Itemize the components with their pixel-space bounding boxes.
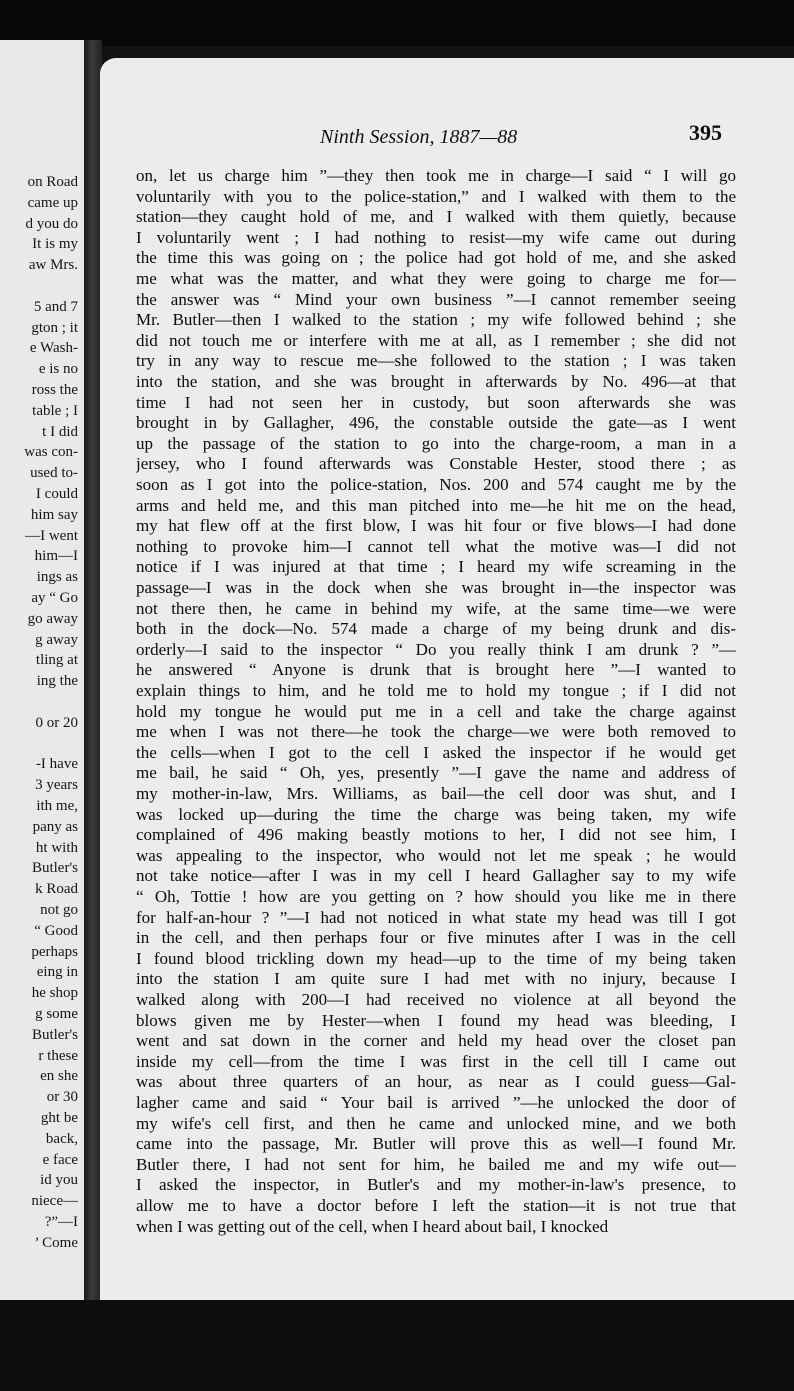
left-page-line: Butler's: [31, 1026, 78, 1043]
text-line: voluntarily with you to the police-station,” and I walked with them to the: [136, 186, 736, 206]
text-line: passage—I was in the dock when she was brought in—the inspector was: [136, 578, 736, 597]
left-page-line: tling at: [35, 652, 78, 669]
text-line: I asked the inspector, in Butler's and my mother-in-law's presence, to: [136, 1175, 736, 1195]
left-page-line: came up: [27, 194, 78, 211]
left-page-line: 0 or 20: [35, 714, 78, 731]
text-line: explain things to him, and he told me to hold my tongue ; if I did not: [136, 681, 736, 700]
text-line: me when I was not there—he took the charge—we were both removed to: [136, 722, 736, 742]
text-line: jersey, who I found afterwards was Constable Hester, stood there ; as: [136, 454, 736, 474]
left-page-line: him say: [30, 506, 78, 523]
text-line: blows given me by Hester—when I found my head was bleeding, I: [136, 1010, 736, 1030]
left-page-line: Butler's: [31, 860, 78, 877]
text-line: time I had not seen her in custody, but soon afterwards she was: [136, 392, 736, 412]
scanner-bottom-edge: [0, 1300, 794, 1391]
left-page-line: t I did: [42, 423, 78, 440]
scanner-top-edge: [0, 0, 794, 46]
text-line: my hat flew off at the first blow, I was hit four or five blows—I had done: [136, 516, 736, 536]
text-line: was about three quarters of an hour, as near as I could guess—Gal-: [136, 1072, 736, 1092]
text-line: for half-an-hour ? ”—I had not noticed in what state my head was till I got: [136, 907, 736, 927]
left-page-line: pany as: [32, 818, 78, 835]
left-page-line: niece—: [31, 1193, 78, 1210]
text-line: walked along with 200—I had received no violence at all beyond the: [136, 990, 736, 1009]
running-title: Ninth Session, 1887—88: [320, 126, 518, 148]
text-line: brought in by Gallagher, 496, the constable outside the gate—as I went: [136, 413, 736, 433]
left-page-line: It is my: [32, 236, 78, 253]
text-line: Butler there, I had not sent for him, he bailed me and my wife out—: [136, 1154, 736, 1174]
left-page-line: ay “ Go: [31, 590, 78, 606]
text-line: “ Oh, Tottie ! how are you getting on ? how should you like me in there: [136, 887, 736, 906]
text-line: arms and held me, and this man pitched into me—he hit me on the head,: [136, 495, 736, 515]
text-line: when I was getting out of the cell, when I heard about bail, I knocked: [136, 1216, 609, 1236]
left-page-line: ing the: [36, 673, 78, 690]
text-line: in the cell, and then perhaps four or five minutes after I was in the cell: [136, 928, 736, 948]
left-page-line: ings as: [36, 569, 78, 586]
text-line: Mr. Butler—then I walked to the station ; my wife followed behind ; she: [136, 310, 736, 330]
left-page-line: or 30: [46, 1089, 78, 1106]
left-page-line: I could: [35, 486, 78, 502]
left-page-line: k Road: [35, 881, 78, 898]
left-page-line: en she: [40, 1068, 78, 1085]
text-line: was appealing to the inspector, who would not let me speak ; he would: [136, 845, 736, 865]
text-line: my wife's cell first, and then he came and unlocked mine, and we both: [136, 1113, 736, 1133]
left-page-line: ross the: [31, 382, 78, 398]
text-line: station—they caught hold of me, and I walked with them quietly, because: [136, 207, 736, 227]
left-page-line: table ; I: [32, 402, 78, 419]
text-line: was locked up—during the time the charge was being taken, my wife: [136, 804, 736, 824]
left-page-line: “ Good: [34, 922, 78, 939]
text-line: soon as I got into the police-station, Nos. 200 and 574 caught me by the: [136, 475, 736, 494]
page-number: 395: [689, 120, 722, 145]
text-line: both in the dock—No. 574 made a charge of my being drunk and dis-: [136, 619, 736, 639]
text-line: not take notice—after I was in my cell I heard Gallagher say to my wife: [136, 866, 736, 886]
left-page-fragment: [0, 40, 86, 1300]
text-line: nothing to provoke him—I cannot tell what the motive was—I did not: [136, 536, 736, 556]
left-page-line: ?”—I: [44, 1214, 78, 1230]
left-page-line: —I went: [25, 527, 78, 544]
text-line: lagher came and said “ Your bail is arrived ”—he unlocked the door of: [136, 1093, 736, 1112]
text-line: went and sat down in the corner and held my head over the closet pan: [136, 1031, 736, 1051]
left-page-line: ith me,: [36, 798, 78, 814]
text-line: on, let us charge him ”—they then took me in charge—I said “ I will go: [136, 166, 736, 185]
left-page-line: ’ Come: [34, 1234, 78, 1251]
left-page-line: eing in: [36, 964, 78, 981]
text-line: me bail, he said “ Oh, yes, presently ”—I gave the name and address of: [136, 763, 736, 783]
left-page-line: not go: [40, 902, 78, 918]
left-page-line: d you do: [25, 215, 78, 232]
left-page-line: gton ; it: [31, 319, 78, 336]
text-line: came into the passage, Mr. Butler will prove this as well—I found Mr.: [136, 1134, 736, 1154]
left-page-line: ght be: [40, 1110, 78, 1126]
text-line: I voluntarily went ; I had nothing to resist—my wife came out during: [136, 227, 736, 247]
text-line: he answered “ Anyone is drunk that is brought here ”—I wanted to: [136, 660, 736, 680]
left-page-line: e face: [42, 1151, 78, 1168]
left-page-line: g away: [35, 631, 78, 648]
left-page-line: ht with: [35, 839, 78, 856]
left-page-line: back,: [45, 1130, 78, 1147]
text-line: I found blood trickling down my head—up to the time of my being taken: [136, 948, 736, 968]
text-line: inside my cell—from the time I was first in the cell till I came out: [136, 1051, 736, 1071]
text-line: the cells—when I got to the cell I asked the inspector if he would get: [136, 742, 736, 762]
text-line: the time this was going on ; the police had got hold of me, and she asked: [136, 248, 736, 268]
left-page-line: on Road: [27, 174, 78, 190]
left-page-line: 5 and 7: [33, 298, 78, 315]
text-line: try in any way to rescue me—she followed to the station ; I was taken: [136, 351, 736, 371]
text-line: me what was the matter, and what they were going to charge me for—: [136, 269, 736, 288]
left-page-line: go away: [27, 610, 78, 627]
text-line: into the station, and she was brought in afterwards by No. 496—at that: [136, 372, 736, 391]
text-line: my mother-in-law, Mrs. Williams, as bail—the cell door was shut, and I: [136, 784, 736, 803]
text-line: hold my tongue he would put me in a cell and take the charge against: [136, 701, 736, 721]
left-page-line: -I have: [35, 756, 78, 773]
page-header: [320, 120, 740, 156]
left-page-line: e Wash-: [29, 340, 78, 357]
left-page-line: him—I: [34, 548, 78, 565]
left-page-line: aw Mrs.: [28, 257, 78, 274]
text-line: complained of 496 making beastly motions to her, I did not see him, I: [136, 825, 736, 845]
text-line: orderly—I said to the inspector “ Do you really think I am drunk ? ”—: [136, 639, 736, 659]
text-line: allow me to have a doctor before I left the station—it is not true that: [136, 1196, 736, 1215]
left-page-line: id you: [40, 1172, 78, 1189]
left-page-line: was con-: [24, 444, 78, 461]
left-page-line: perhaps: [31, 943, 78, 960]
left-page-line: g some: [35, 1006, 78, 1022]
left-page-line: he shop: [31, 985, 78, 1002]
left-page-line: used to-: [30, 465, 78, 482]
left-page-line: r these: [38, 1047, 78, 1064]
text-line: not there then, he came in behind my wife, at the same time—we were: [136, 598, 736, 618]
text-line: did not touch me or interfere with me at all, as I remember ; she did not: [136, 330, 736, 350]
text-line: notice if I was injured at that time ; I heard my wife screaming in the: [136, 557, 736, 577]
text-line: up the passage of the station to go into the charge-room, a man in a: [136, 433, 736, 453]
text-line: the answer was “ Mind your own business ”—I cannot remember seeing: [136, 289, 736, 309]
left-page-line: 3 years: [35, 777, 78, 794]
left-page-line: e is no: [38, 361, 78, 378]
text-line: into the station I am quite sure I had met with no injury, because I: [136, 969, 736, 989]
